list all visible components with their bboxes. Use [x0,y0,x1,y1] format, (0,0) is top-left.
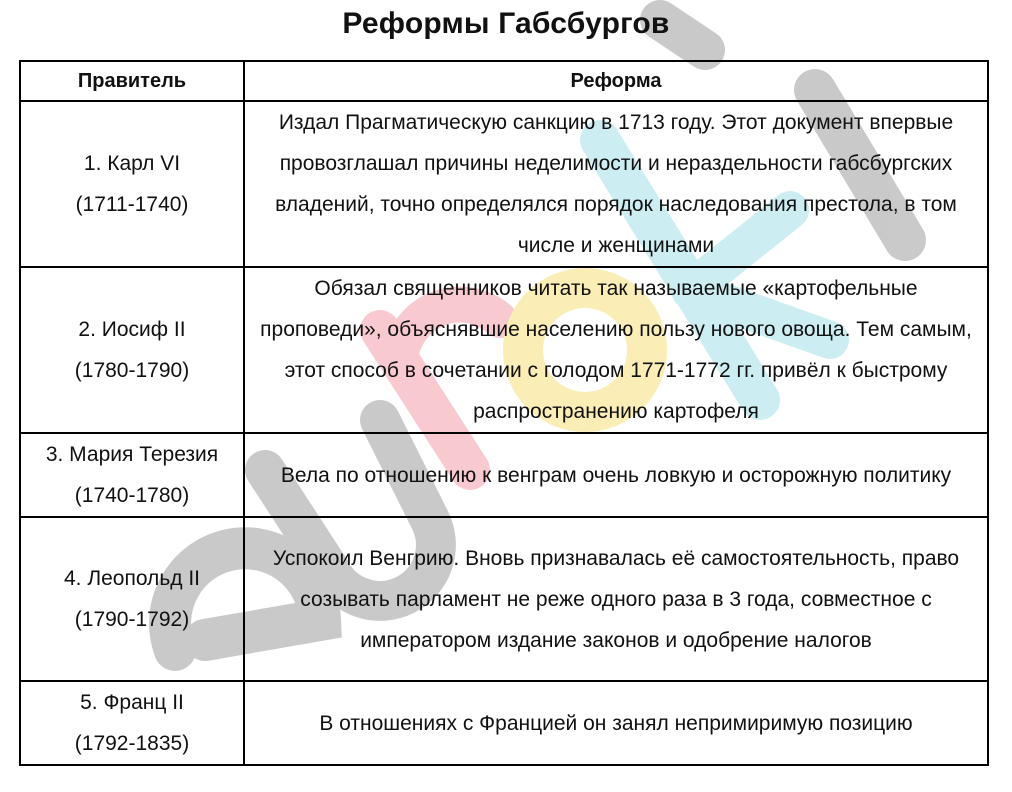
page-title: Реформы Габсбургов [342,7,670,40]
column-header-ruler: Правитель [20,61,244,101]
table-row [20,101,988,267]
reform-cell: Обязал священников читать так называемые «картофельные проповеди», объяснявшие населению пользу нового овоща. Тем самым, этот способ в сочетании с голодом 1771-1772 гг. привёл к быстрому распространению картофеля [244,267,988,433]
ruler-name: 2. Иосиф II [78,318,186,341]
ruler-years: (1740-1780) [74,484,190,507]
ruler-years: (1711-1740) [75,193,189,216]
ruler-cell [20,433,244,517]
ruler-years: (1790-1792) [74,608,190,631]
reforms-table [19,60,989,766]
column-header-reform: Реформа [244,61,988,101]
reform-cell: Издал Прагматическую санкцию в 1713 году. Этот документ впервые провозглашал причины неделимости и нераздельности габсбургских владений, точно определялся порядок наследования престола, в том числе и женщинами [244,101,988,267]
ruler-years: (1780-1790) [74,359,190,382]
table-row [20,433,988,517]
ruler-name: 4. Леопольд II [63,567,201,590]
ruler-name: 1. Карл VI [83,152,181,175]
table-row [20,681,988,765]
reform-cell: Успокоил Венгрию. Вновь признавалась её самостоятельность, право созывать парламент не реже одного раза в 3 года, совместное с императором издание законов и одобрение налогов [244,517,988,681]
ruler-cell [20,101,244,267]
ruler-name: 5. Франц II [80,691,184,714]
table-row [20,267,988,433]
ruler-cell [20,517,244,681]
ruler-years: (1792-1835) [74,732,190,755]
ruler-cell [20,267,244,433]
reform-cell: Вела по отношению к венграм очень ловкую и осторожную политику [244,433,988,517]
table-header-row [20,61,988,101]
ruler-name: 3. Мария Терезия [45,443,219,466]
reform-cell: В отношениях с Францией он занял непримиримую позицию [244,681,988,765]
table-row [20,517,988,681]
ruler-cell [20,681,244,765]
